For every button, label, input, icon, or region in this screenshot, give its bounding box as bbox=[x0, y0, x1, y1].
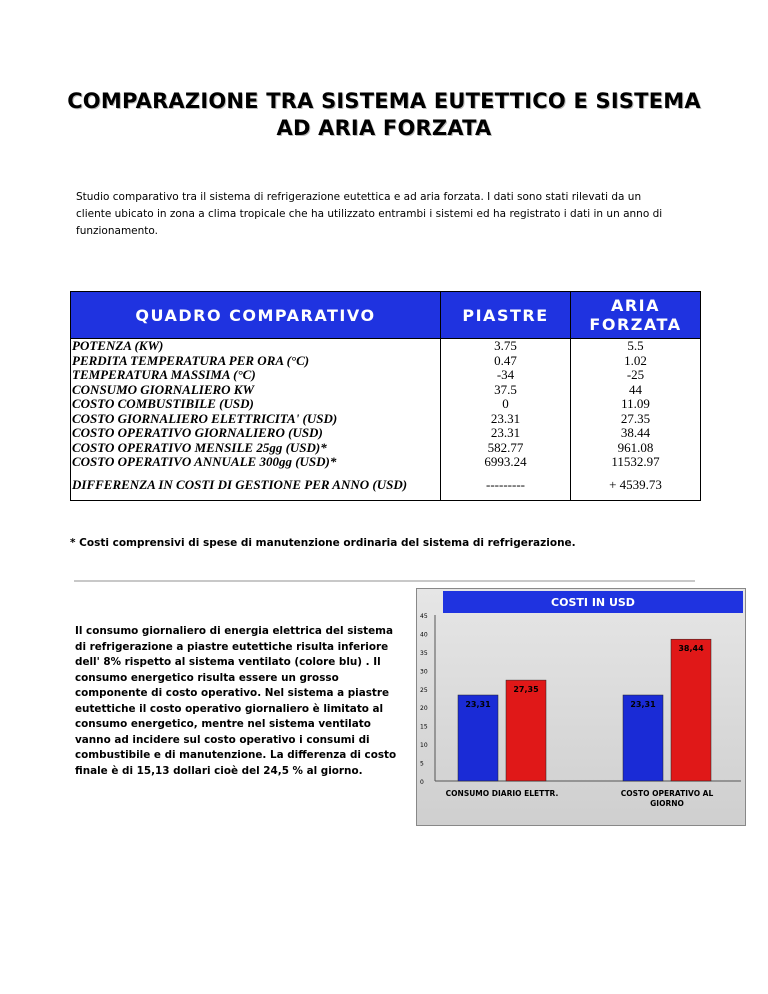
y-tick-label: 0 bbox=[420, 779, 424, 786]
row-label: COSTO GIORNALIERO ELETTRICITA' (USD) bbox=[71, 412, 441, 427]
y-tick-label: 40 bbox=[420, 631, 428, 639]
table-row bbox=[71, 455, 701, 470]
y-tick-label: 10 bbox=[420, 742, 428, 750]
data-label: 27,35 bbox=[513, 685, 539, 695]
cell-piastre: -34 bbox=[441, 368, 571, 383]
divider bbox=[74, 580, 695, 582]
cell-aria: 11532.97 bbox=[571, 455, 701, 470]
cell-piastre: 0 bbox=[441, 397, 571, 412]
data-label: 23,31 bbox=[465, 700, 491, 710]
y-tick-label: 5 bbox=[420, 760, 424, 768]
cell-piastre: 37.5 bbox=[441, 383, 571, 398]
title-line-1: COMPARAZIONE TRA SISTEMA EUTETTICO E SISTEMA bbox=[67, 89, 701, 113]
data-label: 23,31 bbox=[630, 700, 656, 710]
y-tick-label: 20 bbox=[420, 705, 428, 713]
table-row bbox=[71, 426, 701, 441]
chart-svg bbox=[417, 589, 745, 825]
y-tick-label: 30 bbox=[420, 668, 428, 676]
comparison-table bbox=[70, 291, 700, 501]
row-label: COSTO OPERATIVO ANNUALE 300gg (USD)* bbox=[71, 455, 441, 470]
bar bbox=[671, 639, 711, 781]
cell-piastre: 0.47 bbox=[441, 354, 571, 369]
chart-title: COSTI IN USD bbox=[551, 596, 635, 609]
row-label: COSTO COMBUSTIBILE (USD) bbox=[71, 397, 441, 412]
table-row bbox=[71, 397, 701, 412]
header-label: QUADRO COMPARATIVO bbox=[71, 292, 441, 339]
table-row bbox=[71, 470, 701, 501]
y-tick-label: 25 bbox=[420, 686, 428, 694]
category-label: GIORNO bbox=[650, 799, 684, 808]
row-label: COSTO OPERATIVO GIORNALIERO (USD) bbox=[71, 426, 441, 441]
table-row bbox=[71, 368, 701, 383]
row-label: PERDITA TEMPERATURA PER ORA (°C) bbox=[71, 354, 441, 369]
cell-aria: 38.44 bbox=[571, 426, 701, 441]
table-row bbox=[71, 412, 701, 427]
cell-aria: + 4539.73 bbox=[571, 470, 701, 501]
y-tick-label: 35 bbox=[420, 649, 428, 657]
bar bbox=[506, 680, 546, 781]
cell-piastre: 3.75 bbox=[441, 339, 571, 354]
category-label: COSTO OPERATIVO AL bbox=[620, 789, 714, 798]
cell-aria: 27.35 bbox=[571, 412, 701, 427]
cell-aria: 5.5 bbox=[571, 339, 701, 354]
header-aria-forzata: ARIA FORZATA bbox=[571, 292, 701, 339]
intro-text: Studio comparativo tra il sistema di refrigerazione eutettica e ad aria forzata. I dati sono stati rilevati da un cliente ubicato in zona a clima tropicale che ha utilizzato entrambi i sistemi ed ha registrato i dati in un anno di funzionamento. bbox=[76, 191, 663, 237]
y-tick-label: 15 bbox=[420, 723, 428, 731]
table-row bbox=[71, 354, 701, 369]
row-label: COSTO OPERATIVO MENSILE 25gg (USD)* bbox=[71, 441, 441, 456]
row-label: TEMPERATURA MASSIMA (°C) bbox=[71, 368, 441, 383]
y-tick-label: 45 bbox=[420, 613, 428, 620]
table-row bbox=[71, 441, 701, 456]
cell-piastre: 23.31 bbox=[441, 412, 571, 427]
cell-aria: -25 bbox=[571, 368, 701, 383]
table-row bbox=[71, 339, 701, 354]
table-row bbox=[71, 383, 701, 398]
footnote: * Costi comprensivi di spese di manutenzione ordinaria del sistema di refrigerazione. bbox=[70, 537, 576, 549]
row-label: CONSUMO GIORNALIERO KW bbox=[71, 383, 441, 398]
title-line-2: AD ARIA FORZATA bbox=[276, 116, 492, 140]
cell-aria: 44 bbox=[571, 383, 701, 398]
header-piastre: PIASTRE bbox=[441, 292, 571, 339]
cell-piastre: 582.77 bbox=[441, 441, 571, 456]
cost-chart bbox=[416, 588, 746, 826]
cell-aria: 11.09 bbox=[571, 397, 701, 412]
cell-piastre: --------- bbox=[441, 470, 571, 501]
page-title bbox=[60, 88, 708, 142]
row-label: POTENZA (KW) bbox=[71, 339, 441, 354]
explanation-paragraph: Il consumo giornaliero di energia elettrica del sistema di refrigerazione a piastre eutettiche risulta inferiore dell' 8% rispetto al sistema ventilato (colore blu) . Il consumo energetico risulta essere un grosso componente di costo operativo. Nel sistema a piastre eutettiche il costo operativo giornaliero è limitato al consumo energetico, mentre nel sistema ventilato vanno ad incidere sul costo operativo i consumi di combustibile e di manutenzione. La differenza di costo finale è di 15,13 dollari cioè del 24,5 % al giorno. bbox=[75, 625, 397, 777]
cell-aria: 961.08 bbox=[571, 441, 701, 456]
cell-aria: 1.02 bbox=[571, 354, 701, 369]
data-label: 38,44 bbox=[678, 644, 704, 654]
cell-piastre: 6993.24 bbox=[441, 455, 571, 470]
category-label: CONSUMO DIARIO ELETTR. bbox=[445, 789, 559, 798]
cell-piastre: 23.31 bbox=[441, 426, 571, 441]
row-label: DIFFERENZA IN COSTI DI GESTIONE PER ANNO (USD) bbox=[71, 470, 441, 501]
